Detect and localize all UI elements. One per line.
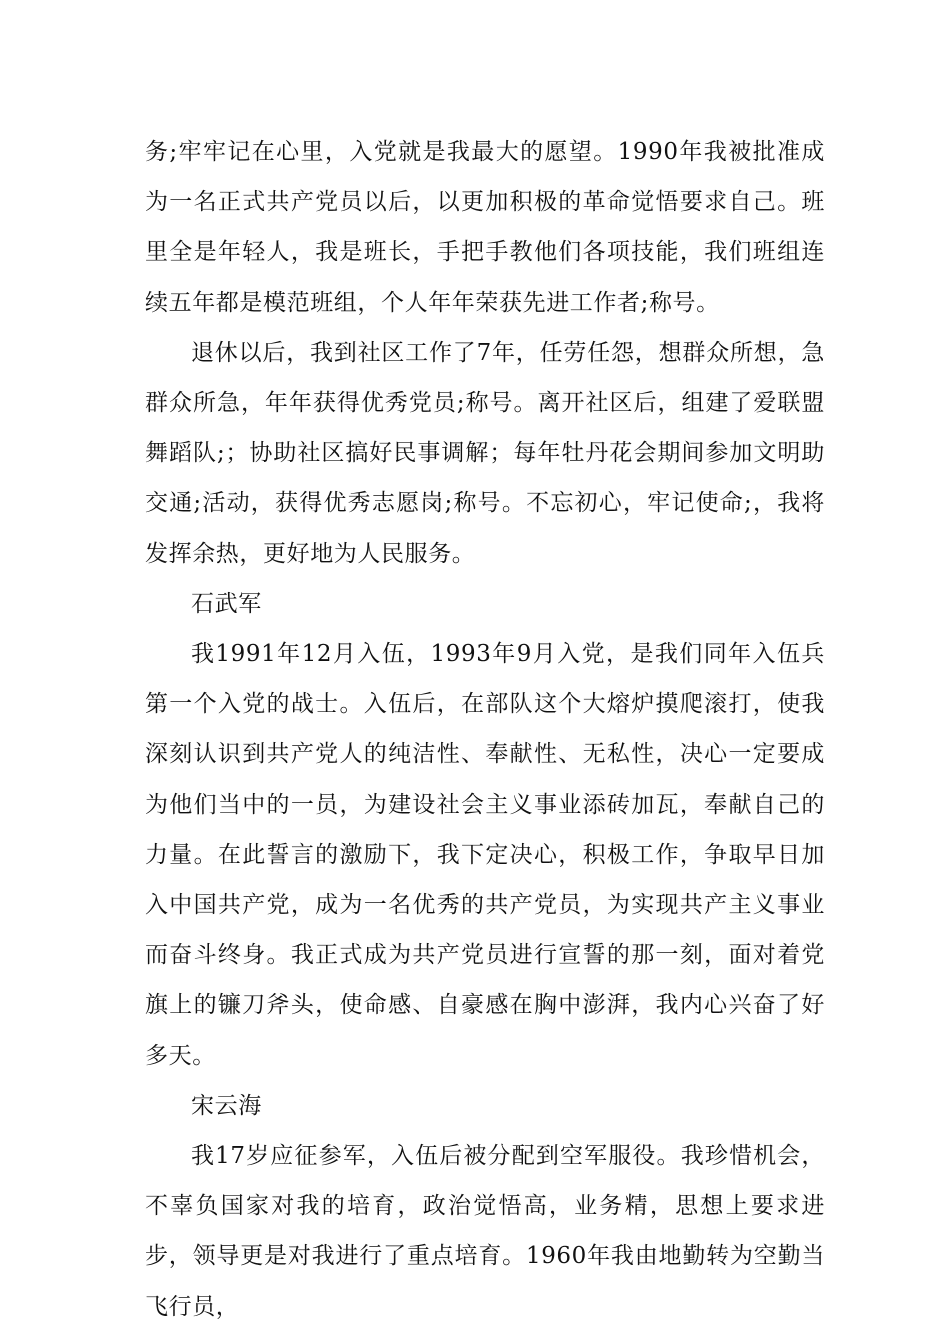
paragraph-shi-wujun: 我1991年12月入伍，1993年9月入党，是我们同年入伍兵第一个入党的战士。入伍后，在部队这个大熔炉摸爬滚打，使我深刻认识到共产党人的纯洁性、奉献性、无私性，决心一定要成为他们当中的一员，为建设社会主义事业添砖加瓦，奉献自己的力量。在此誓言的激励下，我下定决心，积极工作，争取早日加入中国共产党，成为一名优秀的共产党员，为实现共产主义事业而奋斗终身。我正式成为共产党员进行宣誓的那一刻，面对着党旗上的镰刀斧头，使命感、自豪感在胸中澎湃，我内心兴奋了好多天。 [145, 641, 825, 1069]
paragraph-song-yunhai: 我17岁应征参军，入伍后被分配到空军服役。我珍惜机会，不辜负国家对我的培育，政治觉悟高，业务精，思想上要求进步，领导更是对我进行了重点培育。1960年我由地勤转为空勤当飞行员， [145, 1143, 825, 1320]
paragraph-continued: 务;牢牢记在心里，入党就是我最大的愿望。1990年我被批准成为一名正式共产党员以后，以更加积极的革命觉悟要求自己。班里全是年轻人，我是班长，手把手教他们各项技能，我们班组连续五年都是模范班组，个人年年荣获先进工作者;称号。 [145, 139, 825, 316]
person-name-shi-wujun: 石武军 [191, 590, 262, 617]
paragraph-retirement: 退休以后，我到社区工作了7年，任劳任怨，想群众所想，急群众所急，年年获得优秀党员;称号。离开社区后，组建了爱联盟舞蹈队;；协助社区搞好民事调解；每年牡丹花会期间参加文明助交通;活动，获得优秀志愿岗;称号。不忘初心，牢记使命;，我将发挥余热，更好地为人民服务。 [145, 339, 825, 567]
document-page [145, 127, 825, 1332]
person-name-song-yunhai: 宋云海 [191, 1092, 262, 1119]
